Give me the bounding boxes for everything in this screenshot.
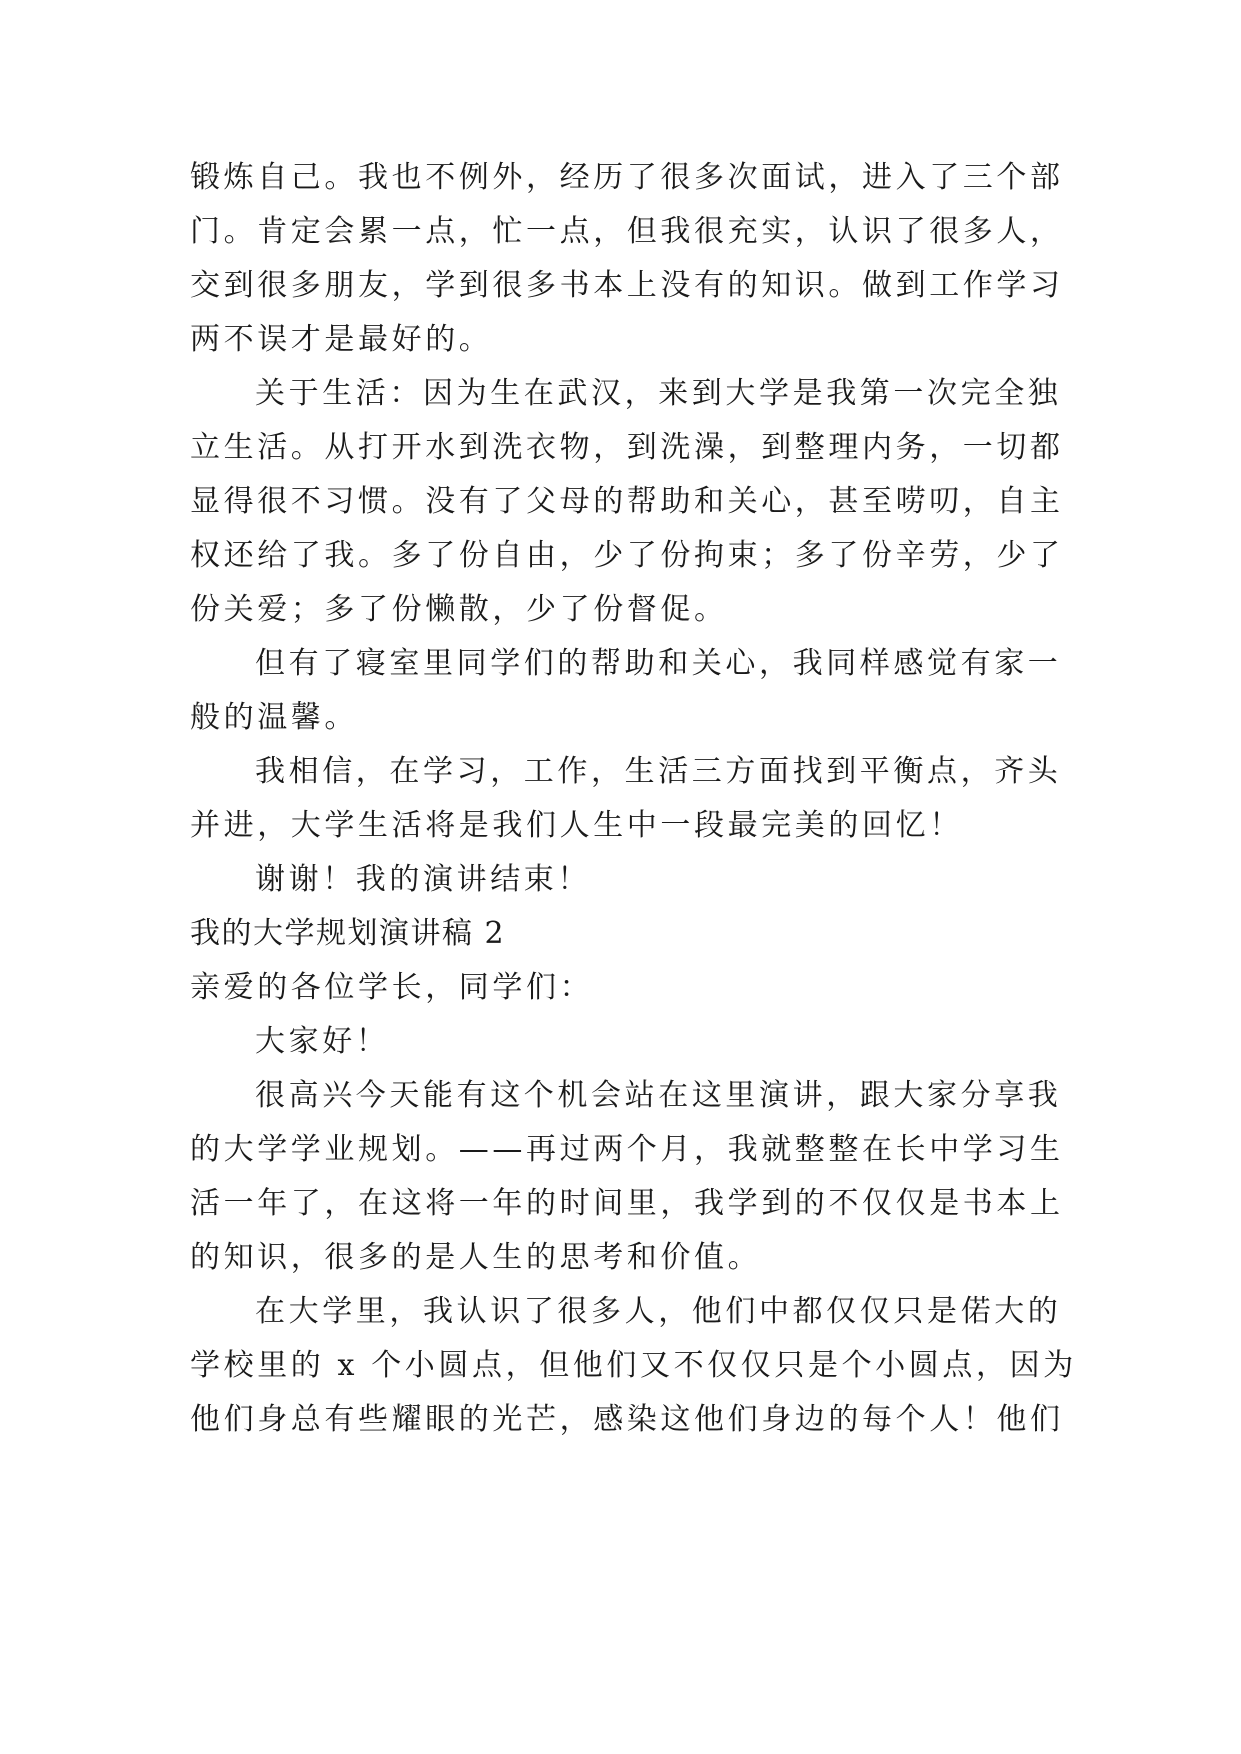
greeting-line: 大家好！ xyxy=(255,1024,390,1059)
body-text-line: 并进，大学生活将是我们人生中一段最完美的回忆！ xyxy=(190,808,963,843)
body-text-line: 两不误才是最好的。 xyxy=(190,322,493,357)
paragraph-start-line: 在大学里，我认识了很多人，他们中都仅仅只是偌大的 xyxy=(255,1294,1062,1329)
body-text-line: 显得很不习惯。没有了父母的帮助和关心，甚至唠叨，自主 xyxy=(190,484,1064,519)
paragraph-start-line: 关于生活：因为生在武汉，来到大学是我第一次完全独 xyxy=(255,376,1062,411)
paragraph-start-line: 我相信，在学习，工作，生活三方面找到平衡点，齐头 xyxy=(255,754,1062,789)
body-text-line: 门。肯定会累一点，忙一点，但我很充实，认识了很多人， xyxy=(190,214,1064,249)
body-text-line: 般的温馨。 xyxy=(190,700,358,735)
body-text-line: 交到很多朋友，学到很多书本上没有的知识。做到工作学习 xyxy=(190,268,1064,303)
body-text-line: 他们身总有些耀眼的光芒，感染这他们身边的每个人！他们 xyxy=(190,1402,1064,1437)
body-text-line: 立生活。从打开水到洗衣物，到洗澡，到整理内务，一切都 xyxy=(190,430,1064,465)
speech-title: 我的大学规划演讲稿 2 xyxy=(190,916,506,951)
salutation-line: 亲爱的各位学长，同学们： xyxy=(190,970,594,1005)
body-text-line: 锻炼自己。我也不例外，经历了很多次面试，进入了三个部 xyxy=(190,160,1064,195)
paragraph-start-line: 但有了寝室里同学们的帮助和关心，我同样感觉有家一 xyxy=(255,646,1062,681)
body-text-line: 份关爱；多了份懒散，少了份督促。 xyxy=(190,592,728,627)
body-text-line: 学校里的 x 个小圆点，但他们又不仅仅只是个小圆点，因为 xyxy=(190,1348,1077,1383)
body-text-line: 活一年了，在这将一年的时间里，我学到的不仅仅是书本上 xyxy=(190,1186,1064,1221)
body-text-line: 的知识，很多的是人生的思考和价值。 xyxy=(190,1240,762,1275)
closing-line: 谢谢！我的演讲结束！ xyxy=(255,862,591,897)
paragraph-start-line: 很高兴今天能有这个机会站在这里演讲，跟大家分享我 xyxy=(255,1078,1062,1113)
body-text-line: 权还给了我。多了份自由，少了份拘束；多了份辛劳，少了 xyxy=(190,538,1064,573)
body-text-line: 的大学学业规划。——再过两个月，我就整整在长中学习生 xyxy=(190,1132,1064,1167)
